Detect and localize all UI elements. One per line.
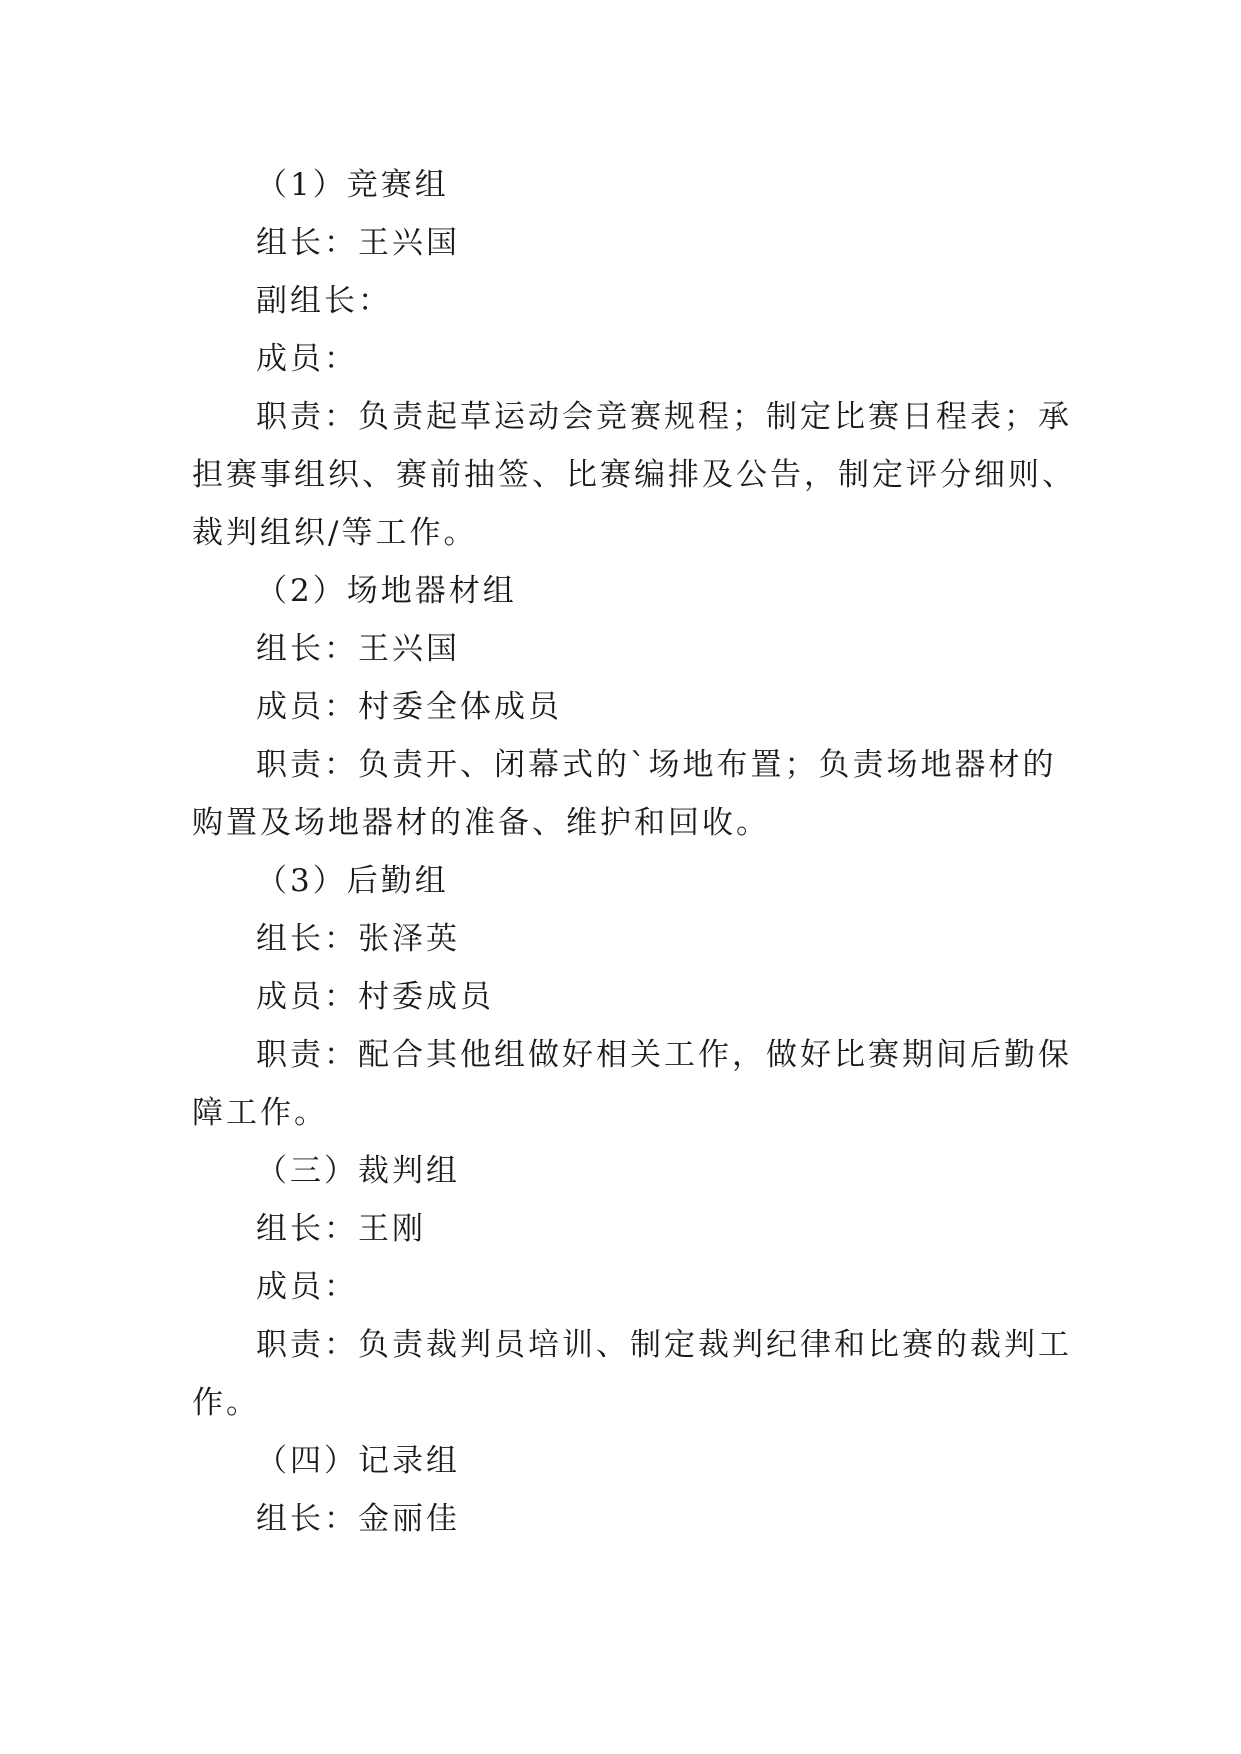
section-heading: （四）记录组 xyxy=(256,1443,460,1479)
leader-line: 组长：王兴国 xyxy=(256,631,460,667)
leader-line: 组长：张泽英 xyxy=(256,921,460,957)
duty-line: 障工作。 xyxy=(192,1095,328,1131)
section-heading: （1）竞赛组 xyxy=(256,167,449,203)
leader-line: 组长：金丽佳 xyxy=(256,1501,460,1537)
deputy-leader-line: 副组长： xyxy=(256,283,392,319)
members-line: 成员：村委成员 xyxy=(256,979,494,1015)
duty-line: 购置及场地器材的准备、维护和回收。 xyxy=(192,805,770,841)
duty-line: 职责：负责起草运动会竞赛规程；制定比赛日程表；承 xyxy=(256,399,1072,435)
document-body xyxy=(192,156,1076,1548)
duty-line: 担赛事组织、赛前抽签、比赛编排及公告，制定评分细则、 xyxy=(192,457,1076,493)
leader-line: 组长：王兴国 xyxy=(256,225,460,261)
members-line: 成员： xyxy=(256,1269,358,1305)
duty-line: 职责：负责开、闭幕式的`场地布置；负责场地器材的 xyxy=(256,747,1057,783)
duty-line: 职责：负责裁判员培训、制定裁判纪律和比赛的裁判工 xyxy=(256,1327,1072,1363)
members-line: 成员： xyxy=(256,341,358,377)
duty-line: 职责：配合其他组做好相关工作，做好比赛期间后勤保 xyxy=(256,1037,1072,1073)
leader-line: 组长：王刚 xyxy=(256,1211,426,1247)
duty-line: 裁判组织/等工作。 xyxy=(192,515,478,551)
duty-line: 作。 xyxy=(192,1385,260,1421)
members-line: 成员：村委全体成员 xyxy=(256,689,562,725)
section-heading: （3）后勤组 xyxy=(256,863,449,899)
section-heading: （三）裁判组 xyxy=(256,1153,460,1189)
section-heading: （2）场地器材组 xyxy=(256,573,517,609)
